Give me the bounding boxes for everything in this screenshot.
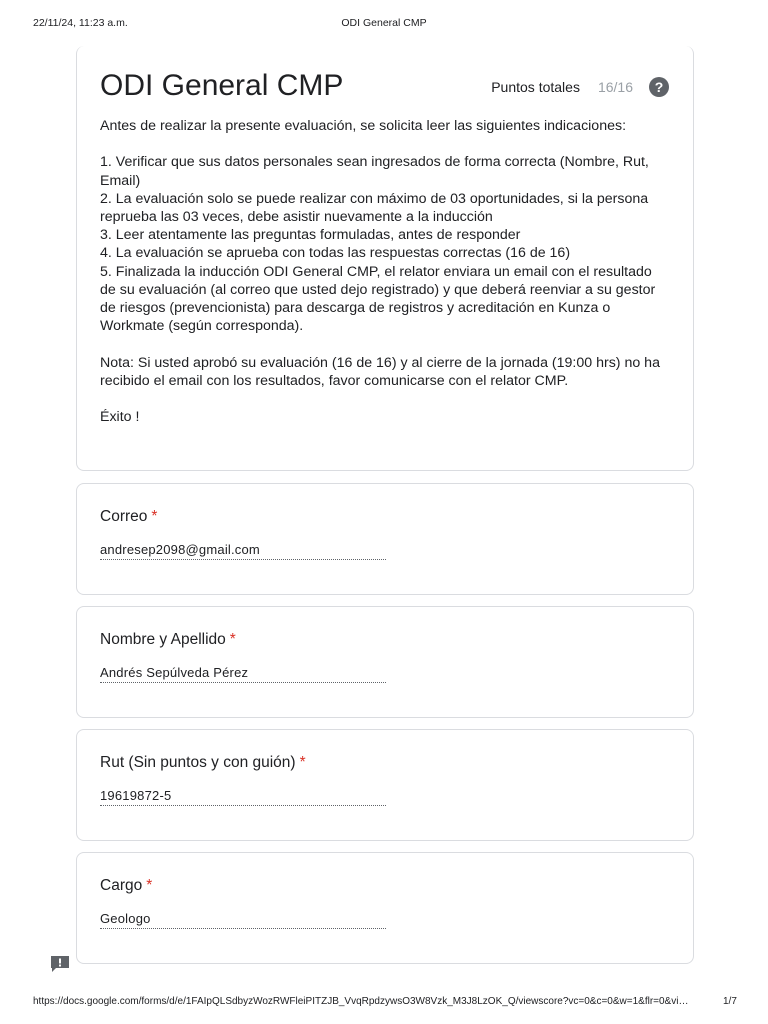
form-description (100, 117, 671, 426)
question-label (100, 877, 152, 895)
print-title: ODI General CMP (341, 17, 427, 29)
feedback-icon[interactable] (50, 955, 70, 973)
form-title: ODI General CMP (100, 69, 344, 102)
question-card-rut (76, 729, 694, 841)
question-label-text: Correo (100, 508, 148, 525)
question-label (100, 754, 306, 772)
print-header (0, 17, 768, 31)
print-date: 22/11/24, 11:23 a.m. (33, 17, 128, 29)
description-line: Antes de realizar la presente evaluación, se solicita leer las siguientes indicaciones: (100, 118, 627, 134)
description-line: 2. La evaluación solo se puede realizar con máximo de 03 oportunidades, si la persona reprueba las 03 veces, debe asistir nuevamente a la inducción (100, 190, 649, 225)
name-answer: Andrés Sepúlveda Pérez (100, 665, 386, 683)
score-summary (491, 76, 669, 98)
page-number: 1/7 (723, 996, 737, 1007)
description-line: 3. Leer atentamente las preguntas formuladas, antes de responder (100, 227, 521, 244)
description-line: Éxito ! (100, 409, 140, 426)
email-answer: andresep2098@gmail.com (100, 542, 386, 560)
question-card-position (76, 852, 694, 964)
help-icon[interactable]: ? (649, 77, 669, 97)
rut-answer: 19619872-5 (100, 788, 386, 806)
position-answer: Geologo (100, 911, 386, 929)
required-mark: * (146, 877, 153, 894)
score-label: Puntos totales (491, 79, 580, 95)
page-url: https://docs.google.com/forms/d/e/1FAIpQLSdbyzWozRWFleiPITZJB_VvqRpdzywsO3W8Vzk_M3J8LzOK_Q/viewscore?vc=0&c=0&w=1&flr=0&vi… (33, 996, 689, 1007)
required-mark: * (299, 754, 306, 771)
question-label-text: Rut (Sin puntos y con guión) (100, 754, 296, 771)
question-label (100, 631, 236, 649)
score-value: 16/16 (597, 79, 633, 95)
required-mark: * (229, 631, 236, 648)
question-label-text: Nombre y Apellido (100, 631, 226, 648)
form-header-card (76, 46, 694, 471)
required-mark: * (151, 508, 158, 525)
question-card-email (76, 483, 694, 595)
description-line: 4. La evaluación se aprueba con todas las respuestas correctas (16 de 16) (100, 245, 571, 262)
question-label (100, 508, 157, 526)
question-card-name (76, 606, 694, 718)
description-line: 5. Finalizada la inducción ODI General CMP, el relator enviara un email con el resultado de su evaluación (al correo que usted dejo registrado) y que deberá reenviar a su gestor de riesgos (prevencionista) para descarga de registros y acreditación en Kunza o Workmate (según corresponda). (100, 263, 656, 335)
description-line: 1. Verificar que sus datos personales sean ingresados de forma correcta (Nombre, Rut, Email) (100, 154, 649, 189)
question-label-text: Cargo (100, 877, 143, 894)
description-line: Nota: Si usted aprobó su evaluación (16 de 16) y al cierre de la jornada (19:00 hrs) no ha recibido el email con los resultados, favor comunicarse con el relator CMP. (100, 354, 660, 389)
